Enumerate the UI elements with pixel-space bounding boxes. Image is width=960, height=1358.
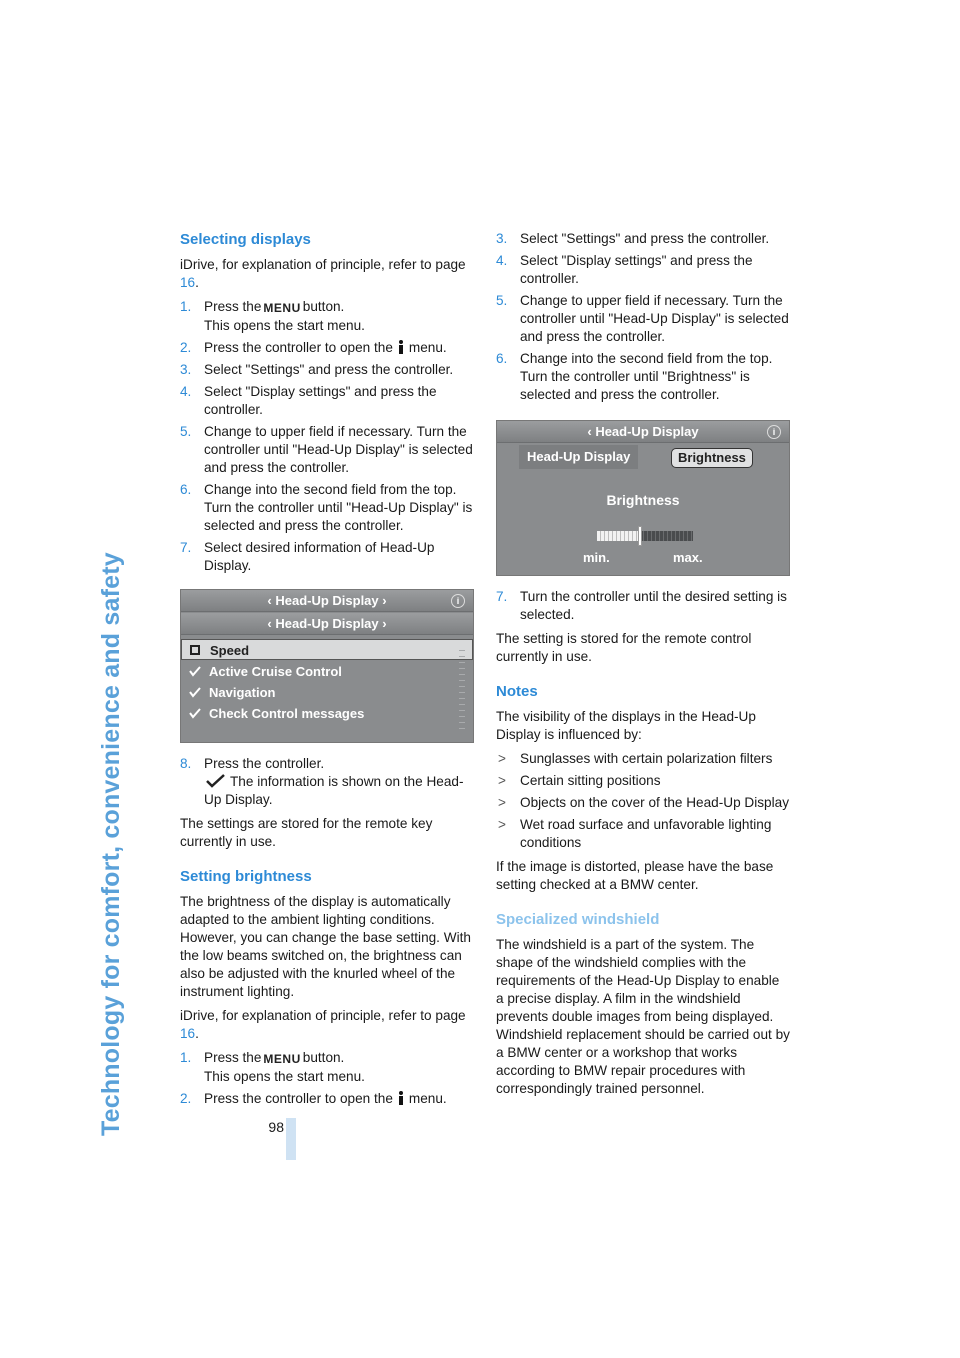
checkbox-empty-icon — [190, 645, 200, 655]
page-link[interactable]: 16 — [180, 1026, 196, 1041]
screen-top-bar: ‹ Head-Up Display › i — [181, 590, 473, 612]
brightness-slider — [597, 531, 693, 541]
step-8-list — [180, 755, 474, 809]
checkmark-icon — [189, 687, 201, 698]
setting-stored-note: The setting is stored for the remote control currently in use. — [496, 631, 752, 664]
screen-item-navigation: Navigation — [181, 682, 473, 703]
r-step-7: 7. Turn the controller until the desired setting is selected. — [496, 589, 787, 622]
notes-intro: The visibility of the displays in the Head-Up Display is influenced by: — [496, 709, 756, 742]
screen-brightness-title: Brightness — [606, 492, 680, 508]
scrollbar-ticks — [459, 650, 465, 730]
brightness-screenshot — [496, 420, 790, 576]
screen-item-check-control: Check Control messages — [181, 703, 473, 724]
notes-outro: If the image is distorted, please have the base setting checked at a BMW center. — [496, 859, 774, 892]
b-step-2: 2. Press the controller to open the menu. — [180, 1091, 447, 1106]
windshield-text: The windshield is a part of the system. The shape of the windshield complies with the requirements of the Head-Up Display to enable a precise display. A film in the windshield prevents double images from being displayed. Windshield replacement should be carried out by a BMW center or a workshop that works according to BMW repair procedures with correspondingly trained personnel. — [496, 937, 790, 1096]
setting-brightness-heading: Setting brightness — [180, 868, 312, 885]
notes-item: > Wet road surface and unfavorable lighting conditions — [498, 817, 772, 850]
steps-list — [180, 298, 474, 575]
step-2: 2. Press the controller to open the menu. — [180, 340, 447, 355]
notes-item: > Objects on the cover of the Head-Up Display — [498, 795, 789, 810]
info-icon — [397, 1091, 405, 1105]
hud-selection-screenshot — [180, 589, 474, 743]
info-icon — [397, 340, 405, 354]
step-3: 3. Select "Settings" and press the controller. — [180, 362, 454, 377]
r-step-6: 6. Change into the second field from the top. Turn the controller until "Brightness" is selected and press the controller. — [496, 351, 773, 402]
b-step-1: 1. Press the MENU button. This opens the start menu. — [180, 1050, 365, 1084]
screen-tab-brightness: Brightness — [671, 448, 753, 468]
slider-max-label: max. — [673, 550, 703, 565]
r-step-5: 5. Change to upper field if necessary. Turn the controller until "Head-Up Display" is selected and press the controller. — [496, 293, 789, 344]
selecting-displays-heading: Selecting displays — [180, 231, 311, 248]
slider-knob — [638, 526, 642, 546]
right-steps-list — [496, 230, 790, 404]
step-6: 6. Change into the second field from the top. Turn the controller until "Head-Up Display" is selected and press the controller. — [180, 482, 473, 533]
specialized-windshield-heading: Specialized windshield — [496, 911, 660, 928]
step-5: 5. Change to upper field if necessary. Turn the controller until "Head-Up Display" is selected and press the controller. — [180, 424, 473, 475]
left-column — [180, 230, 474, 1114]
notes-item: > Certain sitting positions — [498, 773, 661, 788]
screen-item-cruise: Active Cruise Control — [181, 661, 473, 682]
brightness-steps-list — [180, 1049, 474, 1108]
page-link[interactable]: 16 — [180, 275, 196, 290]
side-title: Technology for comfort, convenience and safety — [97, 552, 125, 1136]
right-step-7-list — [496, 588, 790, 624]
page-bar — [286, 1118, 296, 1160]
menu-button-icon: MENU — [263, 301, 301, 315]
screen-tab-head-up: Head-Up Display — [519, 445, 638, 469]
checkmark-icon — [204, 774, 230, 788]
screen-top-bar: ‹ Head-Up Display i — [497, 421, 789, 443]
r-step-4: 4. Select "Display settings" and press the controller. — [496, 253, 753, 286]
screen-item-speed: Speed — [181, 639, 473, 660]
step-7: 7. Select desired information of Head-Up Display. — [180, 540, 435, 573]
screen-second-bar: ‹ Head-Up Display › — [181, 613, 473, 635]
page-number: 98 — [268, 1119, 284, 1135]
intro-paragraph: iDrive, for explanation of principle, refer to page 16. — [180, 257, 466, 290]
step-1: 1. Press the MENU button. This opens the start menu. — [180, 299, 365, 333]
step-4: 4. Select "Display settings" and press the controller. — [180, 384, 437, 417]
settings-stored-note: The settings are stored for the remote key currently in use. — [180, 816, 433, 849]
notes-heading: Notes — [496, 683, 538, 700]
step-8: 8. Press the controller. The information is shown on the Head-Up Display. — [180, 756, 464, 807]
brightness-intro: The brightness of the display is automatically adapted to the ambient lighting conditions. However, you can change the base setting. With the low beams switched on, the brightness can also be adjusted with the knurled wheel of the instrument lighting. — [180, 894, 471, 999]
notes-list — [496, 750, 790, 852]
slider-fill — [640, 531, 693, 541]
right-column — [496, 230, 790, 1104]
r-step-3: 3. Select "Settings" and press the controller. — [496, 231, 770, 246]
checkmark-icon — [189, 708, 201, 719]
slider-min-label: min. — [583, 550, 610, 565]
notes-item: > Sunglasses with certain polarization filters — [498, 751, 773, 766]
checkmark-icon — [189, 666, 201, 677]
menu-button-icon: MENU — [263, 1052, 301, 1066]
intro-paragraph-2: iDrive, for explanation of principle, refer to page 16. — [180, 1008, 466, 1041]
